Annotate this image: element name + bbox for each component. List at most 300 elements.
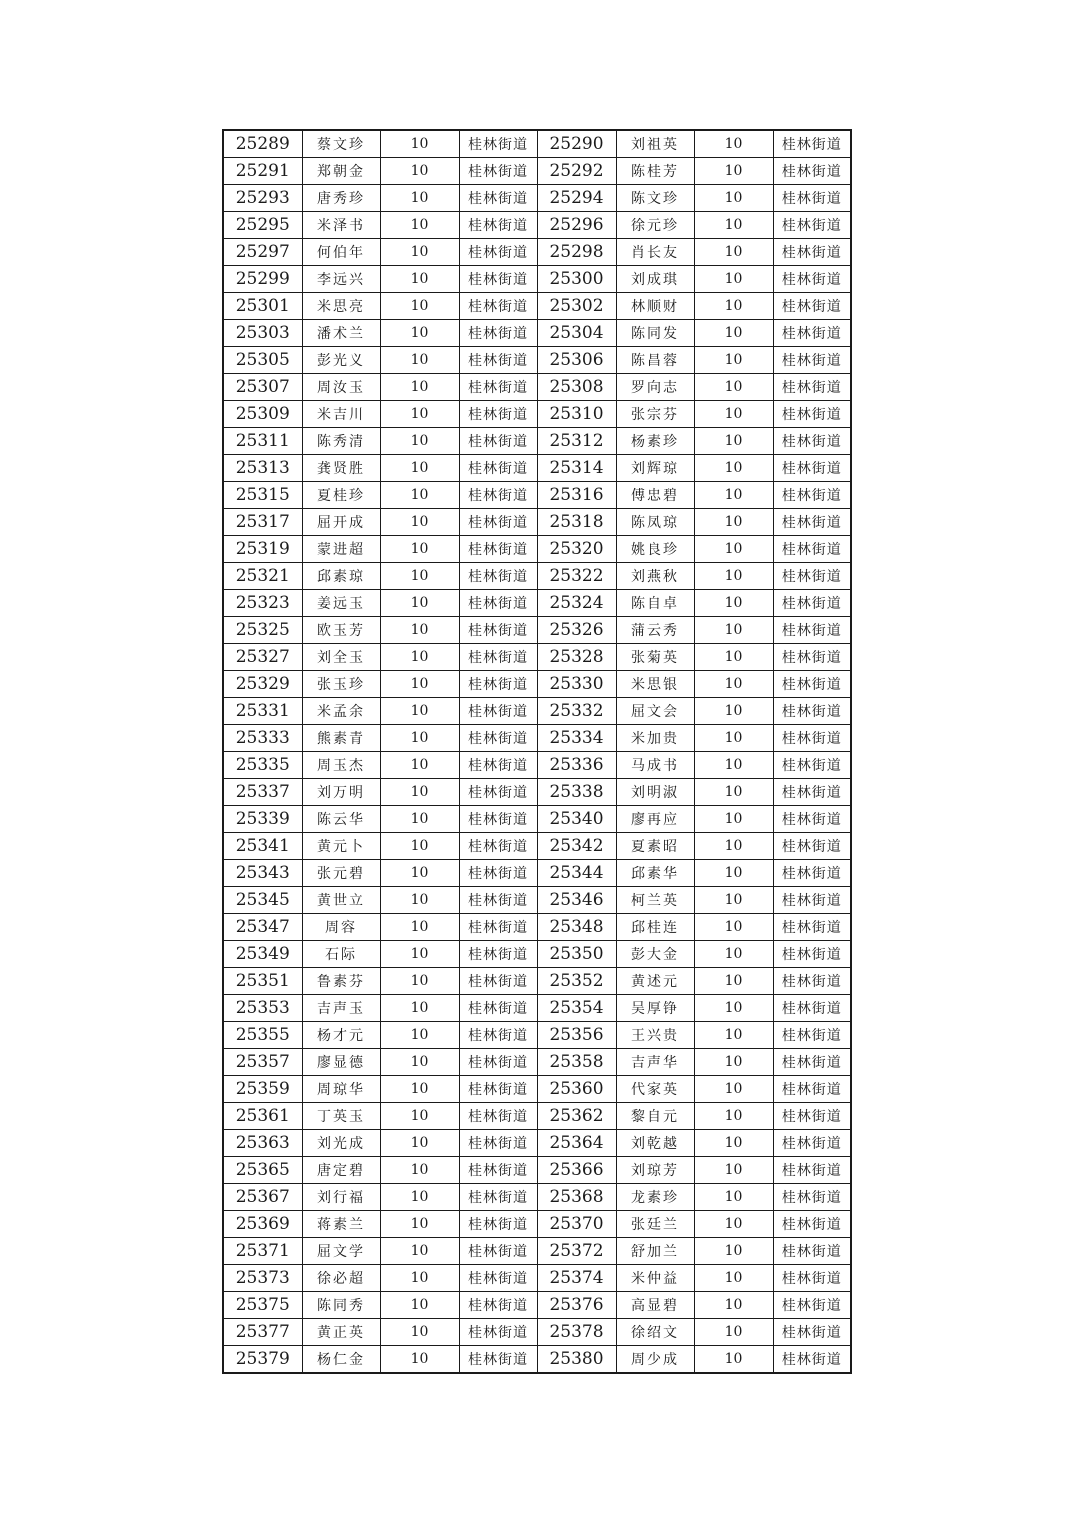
amount-cell: 10 [694,1103,773,1130]
amount-cell: 10 [694,1184,773,1211]
location-cell: 桂林街道 [459,130,537,158]
table-row [223,671,851,698]
table-row [223,1049,851,1076]
person-name-cell: 黄元卜 [302,833,380,860]
person-name-cell: 周容 [302,914,380,941]
amount-cell: 10 [380,1319,459,1346]
amount-cell: 10 [380,995,459,1022]
person-name-cell: 刘燕秋 [616,563,694,590]
table-row [223,1211,851,1238]
record-id-cell: 25305 [223,347,302,374]
location-cell: 桂林街道 [773,779,851,806]
person-name-cell: 龚贤胜 [302,455,380,482]
person-name-cell: 周少成 [616,1346,694,1374]
location-cell: 桂林街道 [773,320,851,347]
record-id-cell: 25333 [223,725,302,752]
location-cell: 桂林街道 [773,1157,851,1184]
person-name-cell: 黄正英 [302,1319,380,1346]
location-cell: 桂林街道 [459,455,537,482]
location-cell: 桂林街道 [459,752,537,779]
amount-cell: 10 [380,185,459,212]
location-cell: 桂林街道 [773,1211,851,1238]
record-id-cell: 25357 [223,1049,302,1076]
person-name-cell: 吉声华 [616,1049,694,1076]
amount-cell: 10 [694,617,773,644]
record-id-cell: 25321 [223,563,302,590]
person-name-cell: 黎自元 [616,1103,694,1130]
person-name-cell: 屈开成 [302,509,380,536]
record-id-cell: 25303 [223,320,302,347]
person-name-cell: 张玉珍 [302,671,380,698]
location-cell: 桂林街道 [459,347,537,374]
person-name-cell: 刘明淑 [616,779,694,806]
location-cell: 桂林街道 [459,401,537,428]
record-id-cell: 25323 [223,590,302,617]
amount-cell: 10 [694,428,773,455]
amount-cell: 10 [380,563,459,590]
record-id-cell: 25375 [223,1292,302,1319]
amount-cell: 10 [694,158,773,185]
person-name-cell: 刘行福 [302,1184,380,1211]
location-cell: 桂林街道 [773,1319,851,1346]
record-id-cell: 25290 [537,130,616,158]
person-name-cell: 唐定碧 [302,1157,380,1184]
location-cell: 桂林街道 [773,968,851,995]
person-name-cell: 周琼华 [302,1076,380,1103]
amount-cell: 10 [380,779,459,806]
table-row [223,1076,851,1103]
amount-cell: 10 [694,968,773,995]
location-cell: 桂林街道 [459,725,537,752]
record-id-cell: 25324 [537,590,616,617]
location-cell: 桂林街道 [773,1103,851,1130]
record-id-cell: 25345 [223,887,302,914]
location-cell: 桂林街道 [459,860,537,887]
record-id-cell: 25351 [223,968,302,995]
record-id-cell: 25365 [223,1157,302,1184]
amount-cell: 10 [694,752,773,779]
record-id-cell: 25293 [223,185,302,212]
table-row [223,1184,851,1211]
location-cell: 桂林街道 [459,779,537,806]
amount-cell: 10 [694,1076,773,1103]
location-cell: 桂林街道 [773,752,851,779]
person-name-cell: 蔡文珍 [302,130,380,158]
amount-cell: 10 [694,293,773,320]
record-id-cell: 25334 [537,725,616,752]
location-cell: 桂林街道 [773,509,851,536]
amount-cell: 10 [694,887,773,914]
amount-cell: 10 [380,1292,459,1319]
amount-cell: 10 [380,428,459,455]
person-name-cell: 丁英玉 [302,1103,380,1130]
record-id-cell: 25342 [537,833,616,860]
location-cell: 桂林街道 [459,1265,537,1292]
record-id-cell: 25364 [537,1130,616,1157]
record-id-cell: 25346 [537,887,616,914]
person-name-cell: 邱桂连 [616,914,694,941]
record-id-cell: 25372 [537,1238,616,1265]
person-name-cell: 陈秀清 [302,428,380,455]
table-row [223,887,851,914]
person-name-cell: 夏桂珍 [302,482,380,509]
amount-cell: 10 [694,590,773,617]
person-name-cell: 高显碧 [616,1292,694,1319]
location-cell: 桂林街道 [773,644,851,671]
person-name-cell: 蒋素兰 [302,1211,380,1238]
record-id-cell: 25367 [223,1184,302,1211]
person-name-cell: 张宗芬 [616,401,694,428]
person-name-cell: 鲁素芬 [302,968,380,995]
record-id-cell: 25292 [537,158,616,185]
amount-cell: 10 [380,590,459,617]
amount-cell: 10 [694,509,773,536]
location-cell: 桂林街道 [459,1238,537,1265]
record-id-cell: 25306 [537,347,616,374]
record-id-cell: 25300 [537,266,616,293]
person-name-cell: 何伯年 [302,239,380,266]
record-id-cell: 25336 [537,752,616,779]
record-id-cell: 25362 [537,1103,616,1130]
record-id-cell: 25369 [223,1211,302,1238]
location-cell: 桂林街道 [773,536,851,563]
location-cell: 桂林街道 [773,347,851,374]
person-name-cell: 邱素琼 [302,563,380,590]
amount-cell: 10 [380,1076,459,1103]
amount-cell: 10 [694,130,773,158]
person-name-cell: 石际 [302,941,380,968]
amount-cell: 10 [694,1211,773,1238]
location-cell: 桂林街道 [459,671,537,698]
amount-cell: 10 [694,914,773,941]
person-name-cell: 熊素青 [302,725,380,752]
record-id-cell: 25301 [223,293,302,320]
location-cell: 桂林街道 [459,833,537,860]
record-id-cell: 25347 [223,914,302,941]
amount-cell: 10 [380,833,459,860]
table-row [223,536,851,563]
person-name-cell: 王兴贵 [616,1022,694,1049]
table-row [223,1292,851,1319]
record-id-cell: 25363 [223,1130,302,1157]
location-cell: 桂林街道 [773,887,851,914]
record-id-cell: 25332 [537,698,616,725]
table-row [223,239,851,266]
amount-cell: 10 [380,509,459,536]
person-name-cell: 周玉杰 [302,752,380,779]
person-name-cell: 徐元珍 [616,212,694,239]
record-id-cell: 25366 [537,1157,616,1184]
record-id-cell: 25377 [223,1319,302,1346]
person-name-cell: 代家英 [616,1076,694,1103]
person-name-cell: 屈文学 [302,1238,380,1265]
location-cell: 桂林街道 [459,428,537,455]
record-id-cell: 25317 [223,509,302,536]
amount-cell: 10 [694,1238,773,1265]
person-name-cell: 徐绍文 [616,1319,694,1346]
table-row [223,914,851,941]
table-row [223,617,851,644]
record-id-cell: 25315 [223,482,302,509]
person-name-cell: 米仲益 [616,1265,694,1292]
table-row [223,1319,851,1346]
person-name-cell: 舒加兰 [616,1238,694,1265]
record-id-cell: 25302 [537,293,616,320]
location-cell: 桂林街道 [459,1103,537,1130]
location-cell: 桂林街道 [459,1022,537,1049]
location-cell: 桂林街道 [459,698,537,725]
person-name-cell: 柯兰英 [616,887,694,914]
amount-cell: 10 [694,563,773,590]
roster-table-body [223,130,851,1373]
amount-cell: 10 [694,536,773,563]
amount-cell: 10 [380,212,459,239]
amount-cell: 10 [694,185,773,212]
record-id-cell: 25309 [223,401,302,428]
table-row [223,860,851,887]
person-name-cell: 廖再应 [616,806,694,833]
record-id-cell: 25355 [223,1022,302,1049]
record-id-cell: 25328 [537,644,616,671]
location-cell: 桂林街道 [773,914,851,941]
record-id-cell: 25289 [223,130,302,158]
person-name-cell: 屈文会 [616,698,694,725]
table-row [223,1022,851,1049]
person-name-cell: 刘辉琼 [616,455,694,482]
location-cell: 桂林街道 [459,1346,537,1374]
record-id-cell: 25337 [223,779,302,806]
person-name-cell: 李远兴 [302,266,380,293]
person-name-cell: 潘术兰 [302,320,380,347]
location-cell: 桂林街道 [773,185,851,212]
record-id-cell: 25371 [223,1238,302,1265]
record-id-cell: 25311 [223,428,302,455]
location-cell: 桂林街道 [773,1130,851,1157]
record-id-cell: 25378 [537,1319,616,1346]
record-id-cell: 25361 [223,1103,302,1130]
amount-cell: 10 [694,995,773,1022]
record-id-cell: 25329 [223,671,302,698]
amount-cell: 10 [380,401,459,428]
person-name-cell: 蒙进超 [302,536,380,563]
location-cell: 桂林街道 [459,374,537,401]
record-id-cell: 25341 [223,833,302,860]
amount-cell: 10 [694,1049,773,1076]
location-cell: 桂林街道 [773,266,851,293]
amount-cell: 10 [380,887,459,914]
record-id-cell: 25296 [537,212,616,239]
person-name-cell: 黄世立 [302,887,380,914]
table-row [223,482,851,509]
record-id-cell: 25354 [537,995,616,1022]
record-id-cell: 25307 [223,374,302,401]
location-cell: 桂林街道 [773,482,851,509]
amount-cell: 10 [694,401,773,428]
person-name-cell: 刘全玉 [302,644,380,671]
person-name-cell: 刘光成 [302,1130,380,1157]
record-id-cell: 25360 [537,1076,616,1103]
table-row [223,1157,851,1184]
record-id-cell: 25312 [537,428,616,455]
location-cell: 桂林街道 [459,644,537,671]
amount-cell: 10 [380,860,459,887]
record-id-cell: 25368 [537,1184,616,1211]
amount-cell: 10 [380,1103,459,1130]
amount-cell: 10 [380,455,459,482]
location-cell: 桂林街道 [773,1265,851,1292]
location-cell: 桂林街道 [773,698,851,725]
record-id-cell: 25379 [223,1346,302,1374]
location-cell: 桂林街道 [459,293,537,320]
record-id-cell: 25349 [223,941,302,968]
location-cell: 桂林街道 [773,833,851,860]
person-name-cell: 陈自卓 [616,590,694,617]
amount-cell: 10 [694,1292,773,1319]
record-id-cell: 25331 [223,698,302,725]
amount-cell: 10 [694,941,773,968]
location-cell: 桂林街道 [459,995,537,1022]
amount-cell: 10 [380,1265,459,1292]
table-row [223,833,851,860]
record-id-cell: 25298 [537,239,616,266]
location-cell: 桂林街道 [459,320,537,347]
person-name-cell: 米吉川 [302,401,380,428]
amount-cell: 10 [380,1049,459,1076]
table-row [223,1103,851,1130]
person-name-cell: 陈同发 [616,320,694,347]
person-name-cell: 郑朝金 [302,158,380,185]
table-row [223,509,851,536]
table-row [223,968,851,995]
location-cell: 桂林街道 [459,212,537,239]
location-cell: 桂林街道 [773,995,851,1022]
person-name-cell: 米加贵 [616,725,694,752]
record-id-cell: 25325 [223,617,302,644]
table-row [223,995,851,1022]
location-cell: 桂林街道 [459,482,537,509]
table-row [223,1265,851,1292]
amount-cell: 10 [694,320,773,347]
person-name-cell: 彭大金 [616,941,694,968]
person-name-cell: 陈桂芳 [616,158,694,185]
record-id-cell: 25310 [537,401,616,428]
table-row [223,293,851,320]
location-cell: 桂林街道 [773,725,851,752]
person-name-cell: 邱素华 [616,860,694,887]
location-cell: 桂林街道 [459,1157,537,1184]
record-id-cell: 25358 [537,1049,616,1076]
person-name-cell: 姚良珍 [616,536,694,563]
amount-cell: 10 [380,914,459,941]
person-name-cell: 米思亮 [302,293,380,320]
location-cell: 桂林街道 [773,374,851,401]
table-row [223,266,851,293]
record-id-cell: 25320 [537,536,616,563]
amount-cell: 10 [694,779,773,806]
amount-cell: 10 [380,1130,459,1157]
table-row [223,590,851,617]
amount-cell: 10 [694,806,773,833]
location-cell: 桂林街道 [459,968,537,995]
table-row [223,185,851,212]
person-name-cell: 陈凤琼 [616,509,694,536]
record-id-cell: 25356 [537,1022,616,1049]
location-cell: 桂林街道 [773,212,851,239]
amount-cell: 10 [694,455,773,482]
location-cell: 桂林街道 [773,806,851,833]
person-name-cell: 彭光义 [302,347,380,374]
record-id-cell: 25344 [537,860,616,887]
person-name-cell: 杨仁金 [302,1346,380,1374]
amount-cell: 10 [380,374,459,401]
amount-cell: 10 [380,698,459,725]
record-id-cell: 25297 [223,239,302,266]
amount-cell: 10 [380,968,459,995]
record-id-cell: 25348 [537,914,616,941]
person-name-cell: 陈昌蓉 [616,347,694,374]
table-row [223,212,851,239]
record-id-cell: 25380 [537,1346,616,1374]
amount-cell: 10 [380,266,459,293]
table-row [223,1130,851,1157]
record-id-cell: 25295 [223,212,302,239]
location-cell: 桂林街道 [459,1184,537,1211]
record-id-cell: 25326 [537,617,616,644]
table-row [223,1346,851,1374]
amount-cell: 10 [380,320,459,347]
location-cell: 桂林街道 [459,239,537,266]
amount-cell: 10 [380,806,459,833]
record-id-cell: 25339 [223,806,302,833]
location-cell: 桂林街道 [773,1049,851,1076]
amount-cell: 10 [380,1157,459,1184]
location-cell: 桂林街道 [459,1211,537,1238]
record-id-cell: 25304 [537,320,616,347]
person-name-cell: 刘祖英 [616,130,694,158]
location-cell: 桂林街道 [459,158,537,185]
record-id-cell: 25308 [537,374,616,401]
amount-cell: 10 [694,1319,773,1346]
table-row [223,725,851,752]
person-name-cell: 米泽书 [302,212,380,239]
record-id-cell: 25352 [537,968,616,995]
amount-cell: 10 [694,833,773,860]
person-name-cell: 唐秀珍 [302,185,380,212]
person-name-cell: 傅忠碧 [616,482,694,509]
amount-cell: 10 [694,239,773,266]
person-name-cell: 姜远玉 [302,590,380,617]
table-row [223,941,851,968]
record-id-cell: 25291 [223,158,302,185]
roster-table [222,129,852,1374]
person-name-cell: 刘成琪 [616,266,694,293]
location-cell: 桂林街道 [459,914,537,941]
amount-cell: 10 [380,1184,459,1211]
amount-cell: 10 [380,1022,459,1049]
record-id-cell: 25350 [537,941,616,968]
record-id-cell: 25370 [537,1211,616,1238]
amount-cell: 10 [380,482,459,509]
location-cell: 桂林街道 [459,1076,537,1103]
record-id-cell: 25340 [537,806,616,833]
person-name-cell: 刘乾越 [616,1130,694,1157]
person-name-cell: 张菊英 [616,644,694,671]
person-name-cell: 蒲云秀 [616,617,694,644]
person-name-cell: 陈云华 [302,806,380,833]
location-cell: 桂林街道 [773,293,851,320]
person-name-cell: 欧玉芳 [302,617,380,644]
table-row [223,130,851,158]
